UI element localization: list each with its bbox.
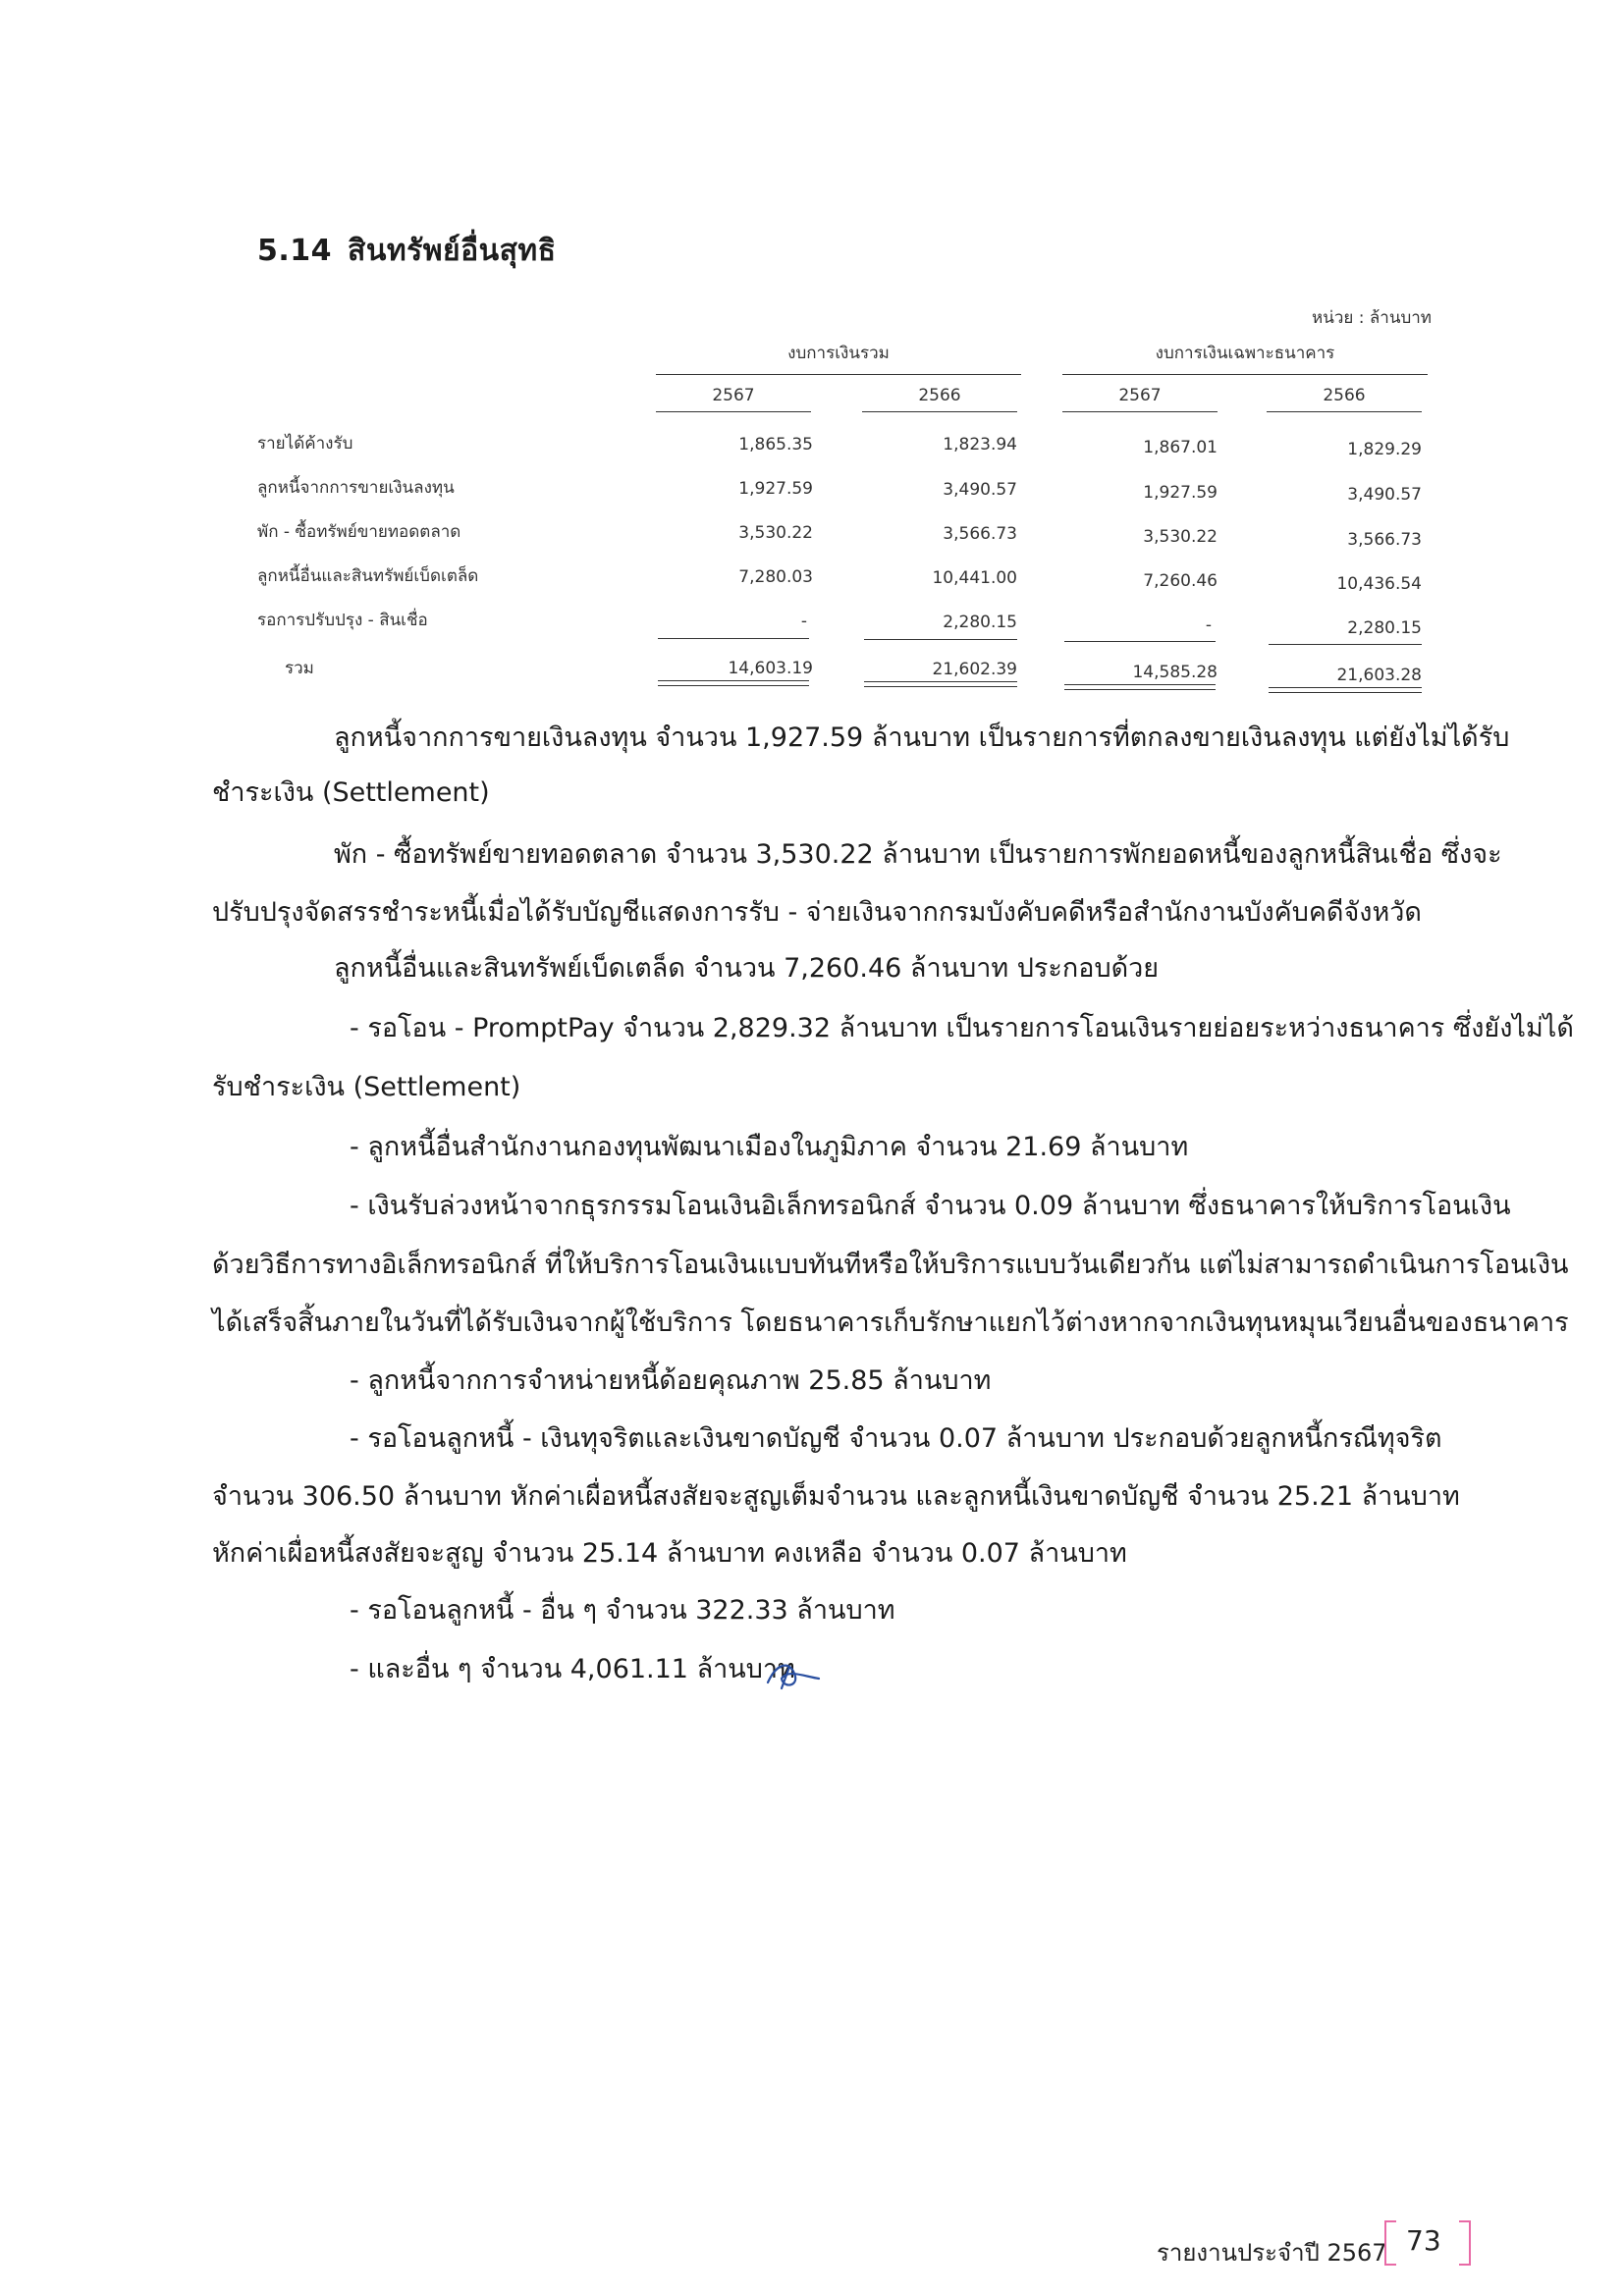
- table-cell: -: [800, 612, 807, 631]
- total-double-underline: [864, 681, 1017, 687]
- total-divider: [1269, 644, 1422, 645]
- table-cell: 10,436.54: [1336, 574, 1422, 594]
- paragraph-line: - ลูกหนี้จากการจำหน่ายหนี้ด้อยคุณภาพ 25.85 ล้านบาท: [350, 1365, 992, 1396]
- total-cell: 14,585.28: [1132, 663, 1218, 682]
- paragraph-line: - และอื่น ๆ จำนวน 4,061.11 ล้านบาท: [350, 1654, 795, 1684]
- paragraph-line: ลูกหนี้จากการขายเงินลงทุน จำนวน 1,927.59 ล้านบาท เป็นรายการที่ตกลงขายเงินลงทุน แต่ยังไม่ได้รับ: [334, 722, 1510, 753]
- table-cell: 3,566.73: [943, 524, 1017, 544]
- table-cell: 3,490.57: [943, 480, 1017, 500]
- table-cell: 2,280.15: [1347, 618, 1422, 638]
- page-bracket-right: [1459, 2220, 1471, 2266]
- paragraph-line: รับชำระเงิน (Settlement): [212, 1072, 521, 1102]
- paragraph-line: - รอโอนลูกหนี้ - เงินทุจริตและเงินขาดบัญชี จำนวน 0.07 ล้านบาท ประกอบด้วยลูกหนี้กรณีทุจริต: [350, 1423, 1442, 1454]
- paragraph-line: - เงินรับล่วงหน้าจากธุรกรรมโอนเงินอิเล็กทรอนิกส์ จำนวน 0.09 ล้านบาท ซึ่งธนาคารให้บริการโอนเงิน: [350, 1191, 1511, 1221]
- year-header: 2567: [1062, 386, 1218, 412]
- table-cell: 10,441.00: [932, 568, 1017, 588]
- group-header-consolidated: งบการเงินรวม: [656, 340, 1021, 375]
- group-header-bank-only: งบการเงินเฉพาะธนาคาร: [1062, 340, 1428, 375]
- year-header: 2566: [1267, 386, 1422, 412]
- table-row-label: รายได้ค้างรับ: [257, 434, 353, 454]
- section-number: 5.14: [257, 234, 333, 268]
- table-cell: 1,865.35: [738, 435, 813, 454]
- table-cell: 1,823.94: [943, 435, 1017, 454]
- table-cell: 3,530.22: [1143, 527, 1218, 547]
- page-number: 73: [1406, 2224, 1441, 2257]
- table-cell: 7,260.46: [1143, 571, 1218, 591]
- year-header: 2566: [862, 386, 1017, 412]
- signature-initials-icon: [762, 1659, 825, 1692]
- total-divider: [1064, 641, 1216, 642]
- table-unit: หน่วย : ล้านบาท: [1312, 308, 1432, 328]
- paragraph-line: ได้เสร็จสิ้นภายในวันที่ได้รับเงินจากผู้ใช้บริการ โดยธนาคารเก็บรักษาแยกไว้ต่างหากจากเงินทุนหมุนเวียนอื่นของธนาคาร: [212, 1308, 1569, 1338]
- table-cell: 3,490.57: [1347, 485, 1422, 505]
- table-cell: 7,280.03: [738, 567, 813, 587]
- table-row-label: ลูกหนี้จากการขายเงินลงทุน: [257, 478, 455, 498]
- total-double-underline: [658, 680, 809, 686]
- section-title: [257, 228, 557, 274]
- table-row-label: รอการปรับปรุง - สินเชื่อ: [257, 611, 428, 630]
- total-label: รวม: [285, 659, 314, 678]
- total-divider: [864, 639, 1017, 640]
- footer-report-title: รายงานประจำปี 2567: [1157, 2239, 1387, 2267]
- total-double-underline: [1064, 684, 1216, 690]
- paragraph-line: ชำระเงิน (Settlement): [212, 777, 490, 808]
- table-row-label: พัก - ซื้อทรัพย์ขายทอดตลาด: [257, 522, 461, 542]
- total-double-underline: [1269, 687, 1422, 693]
- table-cell: 1,927.59: [1143, 483, 1218, 503]
- paragraph-line: ปรับปรุงจัดสรรชำระหนี้เมื่อได้รับบัญชีแสดงการรับ - จ่ายเงินจากกรมบังคับคดีหรือสำนักงานบังคับคดีจังหวัด: [212, 897, 1422, 928]
- table-cell: 3,530.22: [738, 523, 813, 543]
- paragraph-line: ลูกหนี้อื่นและสินทรัพย์เบ็ดเตล็ด จำนวน 7,260.46 ล้านบาท ประกอบด้วย: [334, 953, 1160, 984]
- paragraph-line: - ลูกหนี้อื่นสำนักงานกองทุนพัฒนาเมืองในภูมิภาค จำนวน 21.69 ล้านบาท: [350, 1132, 1189, 1162]
- page-bracket-left: [1384, 2220, 1396, 2266]
- paragraph-line: - รอโอนลูกหนี้ - อื่น ๆ จำนวน 322.33 ล้านบาท: [350, 1595, 895, 1626]
- total-cell: 14,603.19: [728, 659, 813, 678]
- year-header: 2567: [656, 386, 811, 412]
- table-cell: 1,867.01: [1143, 438, 1218, 457]
- paragraph-line: - รอโอน - PromptPay จำนวน 2,829.32 ล้านบาท เป็นรายการโอนเงินรายย่อยระหว่างธนาคาร ซึ่งยังไม่ได้: [350, 1013, 1574, 1043]
- table-cell: 1,829.29: [1347, 440, 1422, 459]
- paragraph-line: หักค่าเผื่อหนี้สงสัยจะสูญ จำนวน 25.14 ล้านบาท คงเหลือ จำนวน 0.07 ล้านบาท: [212, 1538, 1127, 1569]
- table-cell: 2,280.15: [943, 613, 1017, 632]
- section-title-text: สินทรัพย์อื่นสุทธิ: [348, 234, 557, 268]
- total-cell: 21,602.39: [932, 660, 1017, 679]
- total-cell: 21,603.28: [1336, 666, 1422, 685]
- table-row-label: ลูกหนี้อื่นและสินทรัพย์เบ็ดเตล็ด: [257, 566, 479, 586]
- paragraph-line: ด้วยวิธีการทางอิเล็กทรอนิกส์ ที่ให้บริการโอนเงินแบบทันทีหรือให้บริการแบบวันเดียวกัน แต่ไม่สามารถดำเนินการโอนเงิน: [212, 1250, 1569, 1280]
- table-cell: -: [1205, 615, 1212, 635]
- total-divider: [658, 638, 809, 639]
- table-cell: 1,927.59: [738, 479, 813, 499]
- paragraph-line: จำนวน 306.50 ล้านบาท หักค่าเผื่อหนี้สงสัยจะสูญเต็มจำนวน และลูกหนี้เงินขาดบัญชี จำนวน 25.21 ล้านบาท: [212, 1481, 1460, 1512]
- table-cell: 3,566.73: [1347, 530, 1422, 550]
- paragraph-line: พัก - ซื้อทรัพย์ขายทอดตลาด จำนวน 3,530.22 ล้านบาท เป็นรายการพักยอดหนี้ของลูกหนี้สินเชื่อ ซึ่งจะ: [334, 839, 1502, 870]
